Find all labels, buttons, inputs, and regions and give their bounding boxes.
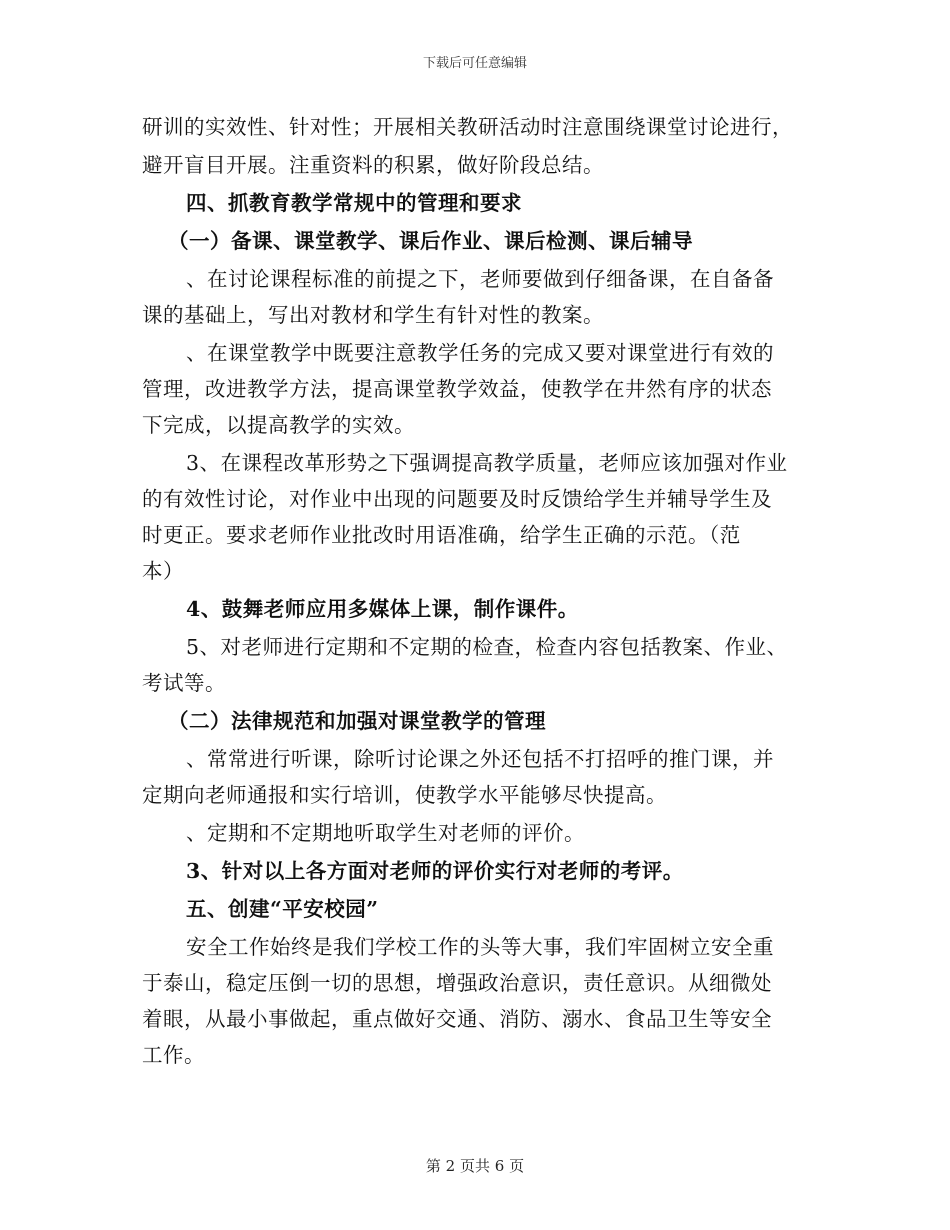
paragraph-line: 、常常进行听课，除听讨论课之外还包括不打招呼的推门课，并	[186, 747, 774, 771]
paragraph-line: 、定期和不定期地听取学生对老师的评价。	[186, 821, 585, 845]
section-heading: 五、创建“平安校园”	[186, 897, 379, 921]
paragraph-line: 的有效性讨论，对作业中出现的问题要及时反馈给学生并辅导学生及	[142, 487, 772, 511]
paragraph-line: 避开盲目开展。注重资料的积累，做好阶段总结。	[142, 153, 604, 177]
paragraph-line: 于泰山，稳定压倒一切的思想，增强政治意识，责任意识。从细微处	[142, 971, 772, 995]
subsection-heading: （二）法律规范和加强对课堂教学的管理	[168, 709, 546, 733]
page-header: 下载后可任意编辑	[422, 56, 527, 71]
paragraph-line: 3、在课程改革形势之下强调提高教学质量，老师应该加强对作业	[186, 451, 788, 475]
paragraph-line: 本）	[142, 559, 184, 583]
paragraph-line: 考试等。	[142, 671, 226, 695]
item-heading: 3、针对以上各方面对老师的评价实行对老师的考评。	[186, 859, 684, 883]
paragraph-line: 时更正。要求老师作业批改时用语准确，给学生正确的示范。（范	[142, 523, 741, 547]
paragraph-line: 、在课堂教学中既要注意教学任务的完成又要对课堂进行有效的	[186, 341, 774, 365]
paragraph-line: 研训的实效性、针对性；开展相关教研活动时注意围绕课堂讨论进行，	[142, 115, 793, 139]
paragraph-line: 着眼，从最小事做起，重点做好交通、消防、溺水、食品卫生等安全	[142, 1007, 772, 1031]
paragraph-line: 定期向老师通报和实行培训，使教学水平能够尽快提高。	[142, 783, 667, 807]
paragraph-line: 、在讨论课程标准的前提之下，老师要做到仔细备课，在自备备	[186, 267, 774, 291]
section-heading: 四、抓教育教学常规中的管理和要求	[186, 191, 522, 215]
subsection-heading: （一）备课、课堂教学、课后作业、课后检测、课后辅导	[168, 229, 693, 253]
paragraph-line: 课的基础上，写出对教材和学生有针对性的教案。	[142, 303, 604, 327]
paragraph-line: 安全工作始终是我们学校工作的头等大事，我们牢固树立安全重	[186, 935, 774, 959]
item-heading: 4、鼓舞老师应用多媒体上课，制作课件。	[186, 597, 579, 621]
paragraph-line: 下完成，以提高教学的实效。	[142, 413, 415, 437]
paragraph-line: 5、对老师进行定期和不定期的检查，检查内容包括教案、作业、	[186, 635, 788, 659]
paragraph-line: 管理，改进教学方法，提高课堂教学效益，使教学在井然有序的状态	[142, 377, 772, 401]
paragraph-line: 工作。	[142, 1043, 205, 1067]
page-footer: 第 2 页共 6 页	[425, 1157, 525, 1175]
